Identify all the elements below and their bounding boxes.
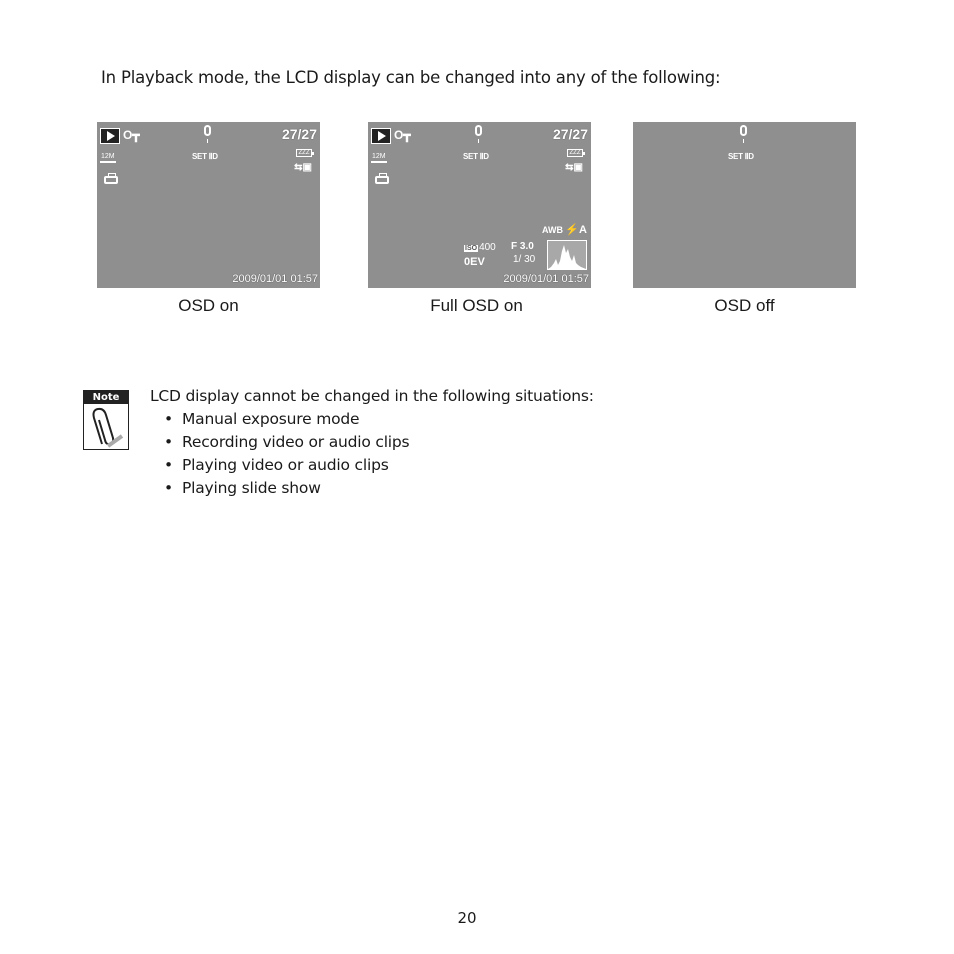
battery-icon: ZZZ	[567, 149, 583, 157]
lcd-screen-osd-on	[97, 122, 320, 288]
note-badge	[83, 390, 129, 450]
mic-icon	[204, 125, 211, 136]
note-content	[150, 385, 594, 500]
mic-icon	[475, 125, 482, 136]
iso-number: 400	[479, 242, 496, 253]
intro-text: In Playback mode, the LCD display can be changed into any of the following:	[101, 68, 721, 87]
resolution-icon: 12M	[371, 152, 387, 163]
lcd-screen-osd-off	[633, 122, 856, 288]
slideshow-setting: SET ⅡD	[728, 152, 754, 161]
exposure-value: 0EV	[464, 256, 485, 268]
print-icon	[104, 176, 118, 184]
flash-mode: ⚡A	[565, 224, 587, 236]
iso-tag: ISO	[465, 245, 478, 252]
paperclip-icon	[88, 406, 126, 448]
shutter-speed: 1/ 30	[513, 254, 536, 265]
white-balance: AWB	[542, 225, 563, 235]
list-item: • Recording video or audio clips	[150, 431, 594, 454]
date-time: 2009/01/01 01:57	[503, 273, 589, 285]
slideshow-setting: SET ⅡD	[192, 152, 218, 161]
caption-osd-off: OSD off	[714, 296, 775, 315]
iso-value	[464, 242, 496, 253]
key-icon: O┳	[123, 128, 140, 142]
date-time: 2009/01/01 01:57	[232, 273, 318, 285]
battery-icon: ZZZ	[296, 149, 312, 157]
protect-icon: ⇆▣	[294, 162, 312, 173]
print-icon	[375, 176, 389, 184]
caption-osd-on: OSD on	[178, 296, 239, 315]
list-item: • Manual exposure mode	[150, 408, 594, 431]
resolution-icon: 12M	[100, 152, 116, 163]
protect-icon: ⇆▣	[565, 162, 583, 173]
note-lead: LCD display cannot be changed in the following situations:	[150, 387, 594, 405]
list-item: • Playing video or audio clips	[150, 454, 594, 477]
lcd-screen-full-osd-on	[368, 122, 591, 288]
caption-full-osd-on: Full OSD on	[430, 296, 523, 315]
page-number: 20	[457, 909, 477, 927]
histogram	[547, 240, 587, 270]
note-list	[150, 408, 594, 500]
list-item: • Playing slide show	[150, 477, 594, 500]
image-counter: 27/27	[281, 126, 317, 142]
mic-icon	[740, 125, 747, 136]
aperture-value: F 3.0	[511, 241, 534, 252]
play-icon	[100, 128, 120, 144]
note-label: Note	[84, 391, 128, 404]
image-counter: 27/27	[552, 126, 588, 142]
play-icon	[371, 128, 391, 144]
slideshow-setting: SET ⅡD	[463, 152, 489, 161]
key-icon: O┳	[394, 128, 411, 142]
